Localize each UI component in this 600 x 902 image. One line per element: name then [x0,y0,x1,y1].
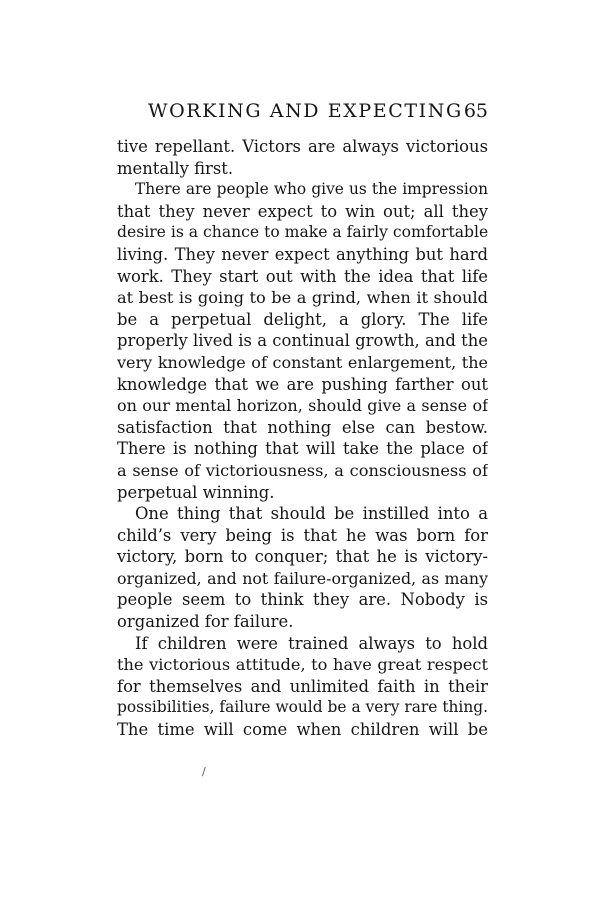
text-line: very knowledge of constant enlargement, the [117,352,488,372]
text-line: perpetual winning. [117,482,275,502]
text-line: organized for failure. [117,612,294,632]
text-line: for themselves and unlimited faith in their [117,676,488,696]
text-line: properly lived is a continual growth, and the [117,331,488,351]
running-header [148,96,488,126]
chapter-title: WORKING AND EXPECTING [148,100,463,122]
text-line: There is nothing that will take the place of [117,439,488,459]
paragraph [117,136,488,179]
text-line: people seem to think they are. Nobody is [117,590,488,610]
text-line: knowledge that we are pushing farther out [117,374,488,394]
text-line: the victorious attitude, to have great respect [117,655,488,675]
text-line: living. They never expect anything but hard [117,244,488,264]
text-line: tive repellant. Victors are always victorious [117,137,488,156]
text-line: organized, and not failure-organized, as many [117,568,488,588]
paragraph [117,179,488,503]
text-line: child’s very being is that he was born for [117,525,488,545]
page-number: 65 [463,100,488,122]
text-line: One thing that should be instilled into a [135,504,488,524]
text-line: at best is going to be a grind, when it should [117,288,488,308]
paragraph [117,503,488,633]
text-line: a sense of victoriousness, a consciousness of [117,460,488,480]
paragraph [117,633,488,741]
text-line: satisfaction that nothing else can bestow. [117,417,488,437]
text-line: that they never expect to win out; all they [117,201,488,221]
text-line: victory, born to conquer; that he is victory- [117,547,488,567]
text-line: possibilities, failure would be a very rare thing. [117,698,488,717]
text-line: on our mental horizon, should give a sense of [117,396,488,416]
stray-mark: / [202,765,206,778]
text-line: There are people who give us the impression [135,180,488,199]
text-line: desire is a chance to make a fairly comfortable [117,223,488,242]
text-line: work. They start out with the idea that life [117,266,488,286]
text-line: If children were trained always to hold [135,633,488,653]
text-line: mentally first. [117,158,234,178]
body-text [117,136,488,741]
text-line: The time will come when children will be [117,720,488,740]
text-line: be a perpetual delight, a glory. The life [117,309,488,329]
